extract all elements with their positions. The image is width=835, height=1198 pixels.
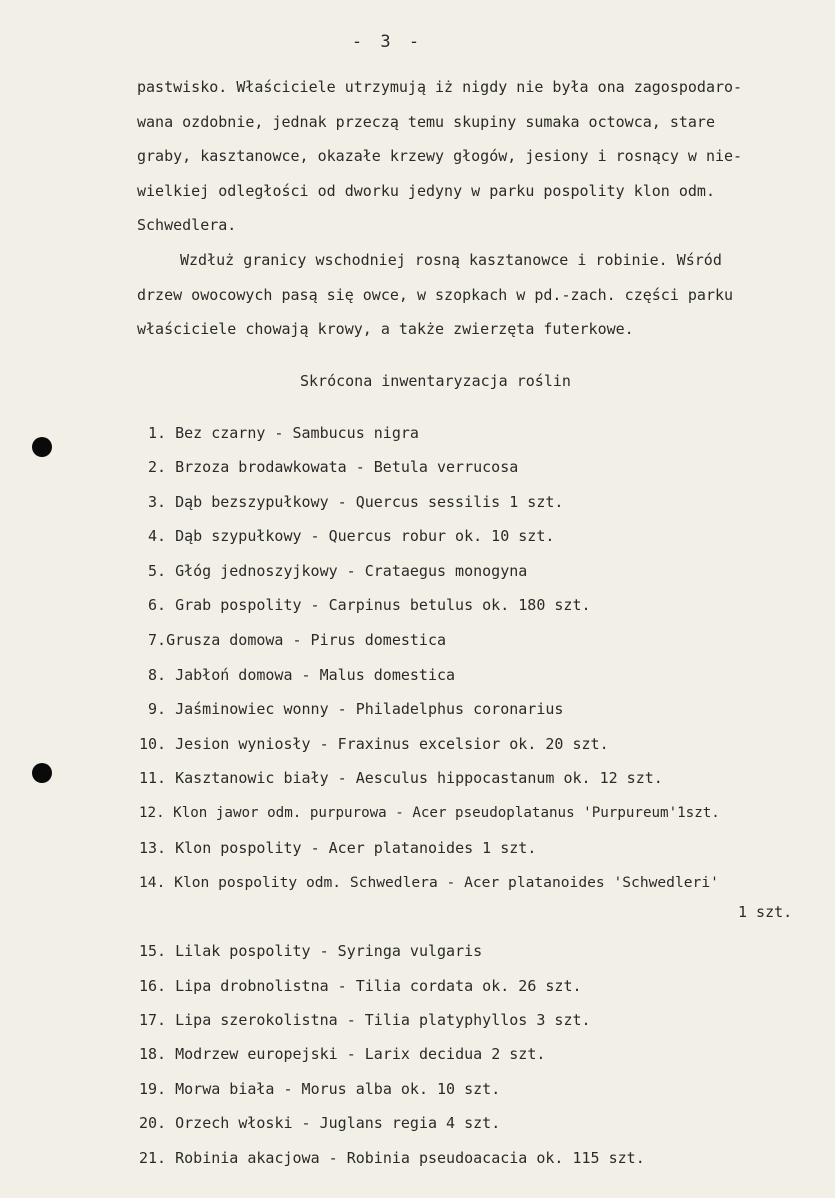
list-item (139, 872, 719, 894)
paragraph-line: drzew owocowych pasą się owce, w szopkach w pd.-zach. części parku (137, 285, 734, 304)
item-number: 5. (148, 562, 167, 580)
list-item (148, 594, 591, 616)
item-text: Głóg jednoszyjkowy - Crataegus monogyna (175, 562, 528, 580)
punch-hole (32, 763, 52, 783)
item-number: 18. (139, 1045, 167, 1063)
paragraph-line: graby, kasztanowce, okazałe krzewy głogów, jesiony i rosnący w nie- (137, 147, 743, 166)
list-item (148, 629, 446, 651)
item-number: 8. (148, 666, 167, 684)
item-number: 4. (148, 527, 167, 545)
item-number: 3. (148, 493, 167, 511)
item-text: Klon pospolity - Acer platanoides 1 szt. (175, 839, 537, 857)
paragraph-line: właściciele chowają krowy, a także zwierzęta futerkowe. (137, 320, 634, 339)
item-text: Lipa szerokolistna - Tilia platyphyllos 3 szt. (175, 1011, 591, 1029)
paragraph-line: Schwedlera. (137, 216, 237, 235)
list-item (148, 422, 419, 444)
item-text: Jabłoń domowa - Malus domestica (175, 666, 456, 684)
item-text: Bez czarny - Sambucus nigra (175, 424, 419, 442)
list-item (139, 837, 536, 859)
item-number: 10. (139, 735, 167, 753)
item-number: 14. (139, 874, 166, 891)
item-text: Modrzew europejski - Larix decidua 2 szt. (175, 1045, 546, 1063)
item-number: 12. (139, 805, 165, 821)
item-text: Brzoza brodawkowata - Betula verrucosa (175, 458, 519, 476)
list-item (139, 940, 482, 962)
list-item (139, 975, 582, 997)
item-text: Jesion wyniosły - Fraxinus excelsior ok. 20 szt. (175, 735, 609, 753)
list-item (139, 767, 663, 789)
paragraph-1 (137, 70, 827, 243)
punch-hole (32, 437, 52, 457)
item-number: 9. (148, 700, 167, 718)
item-number: 20. (139, 1114, 167, 1132)
item-number: 21. (139, 1149, 167, 1167)
item-number: 15. (139, 942, 167, 960)
paragraph-line: wielkiej odległości od dworku jedyny w parku pospolity klon odm. (137, 181, 715, 200)
item-text: Jaśminowiec wonny - Philadelphus coronarius (175, 700, 564, 718)
paragraph-line: Wzdłuż granicy wschodniej rosną kasztanowce i robinie. Wśród (180, 251, 722, 269)
list-item (139, 1078, 500, 1100)
list-item (148, 664, 455, 686)
paragraph-2 (137, 243, 827, 347)
paragraph-line: wana ozdobnie, jednak przeczą temu skupiny sumaka octowca, stare (137, 112, 715, 131)
item-number: 19. (139, 1080, 167, 1098)
item-number: 13. (139, 839, 167, 857)
item-text: Lipa drobnolistna - Tilia cordata ok. 26 szt. (175, 977, 582, 995)
item-text: Orzech włoski - Juglans regia 4 szt. (175, 1114, 501, 1132)
item-number: 11. (139, 769, 167, 787)
list-item (148, 491, 563, 513)
section-heading: Skrócona inwentaryzacja roślin (300, 372, 571, 390)
paragraph-line: pastwisko. Właściciele utrzymują iż nigdy nie była ona zagospodaro- (137, 78, 743, 96)
list-item (139, 733, 609, 755)
list-item (148, 698, 563, 720)
item-14-continuation: 1 szt. (738, 903, 793, 921)
page-number: - 3 - (351, 32, 424, 52)
item-text: Klon pospolity odm. Schwedlera - Acer platanoides 'Schwedleri' (174, 874, 719, 891)
item-number: 16. (139, 977, 167, 995)
item-text: Klon jawor odm. purpurowa - Acer pseudoplatanus 'Purpureum'1szt. (173, 805, 720, 821)
item-text: Morwa biała - Morus alba ok. 10 szt. (175, 1080, 501, 1098)
item-text: Grab pospolity - Carpinus betulus ok. 180 szt. (175, 596, 591, 614)
item-number: 2. (148, 458, 167, 476)
item-text: Dąb bezszypułkowy - Quercus sessilis 1 szt. (175, 493, 564, 511)
item-text: Dąb szypułkowy - Quercus robur ok. 10 szt. (175, 527, 555, 545)
list-item (139, 1112, 500, 1134)
item-text: Grusza domowa - Pirus domestica (166, 631, 447, 649)
list-item (139, 1043, 545, 1065)
item-text: Kasztanowic biały - Aesculus hippocastanum ok. 12 szt. (175, 769, 663, 787)
list-item (139, 802, 720, 824)
list-item (148, 560, 527, 582)
list-item (148, 525, 554, 547)
list-item (148, 456, 518, 478)
list-item (139, 1147, 645, 1169)
item-number: 17. (139, 1011, 167, 1029)
item-number: 7. (148, 631, 167, 649)
item-text: Lilak pospolity - Syringa vulgaris (175, 942, 483, 960)
item-number: 1. (148, 424, 167, 442)
list-item (139, 1009, 591, 1031)
item-text: Robinia akacjowa - Robinia pseudoacacia ok. 115 szt. (175, 1149, 645, 1167)
item-number: 6. (148, 596, 167, 614)
